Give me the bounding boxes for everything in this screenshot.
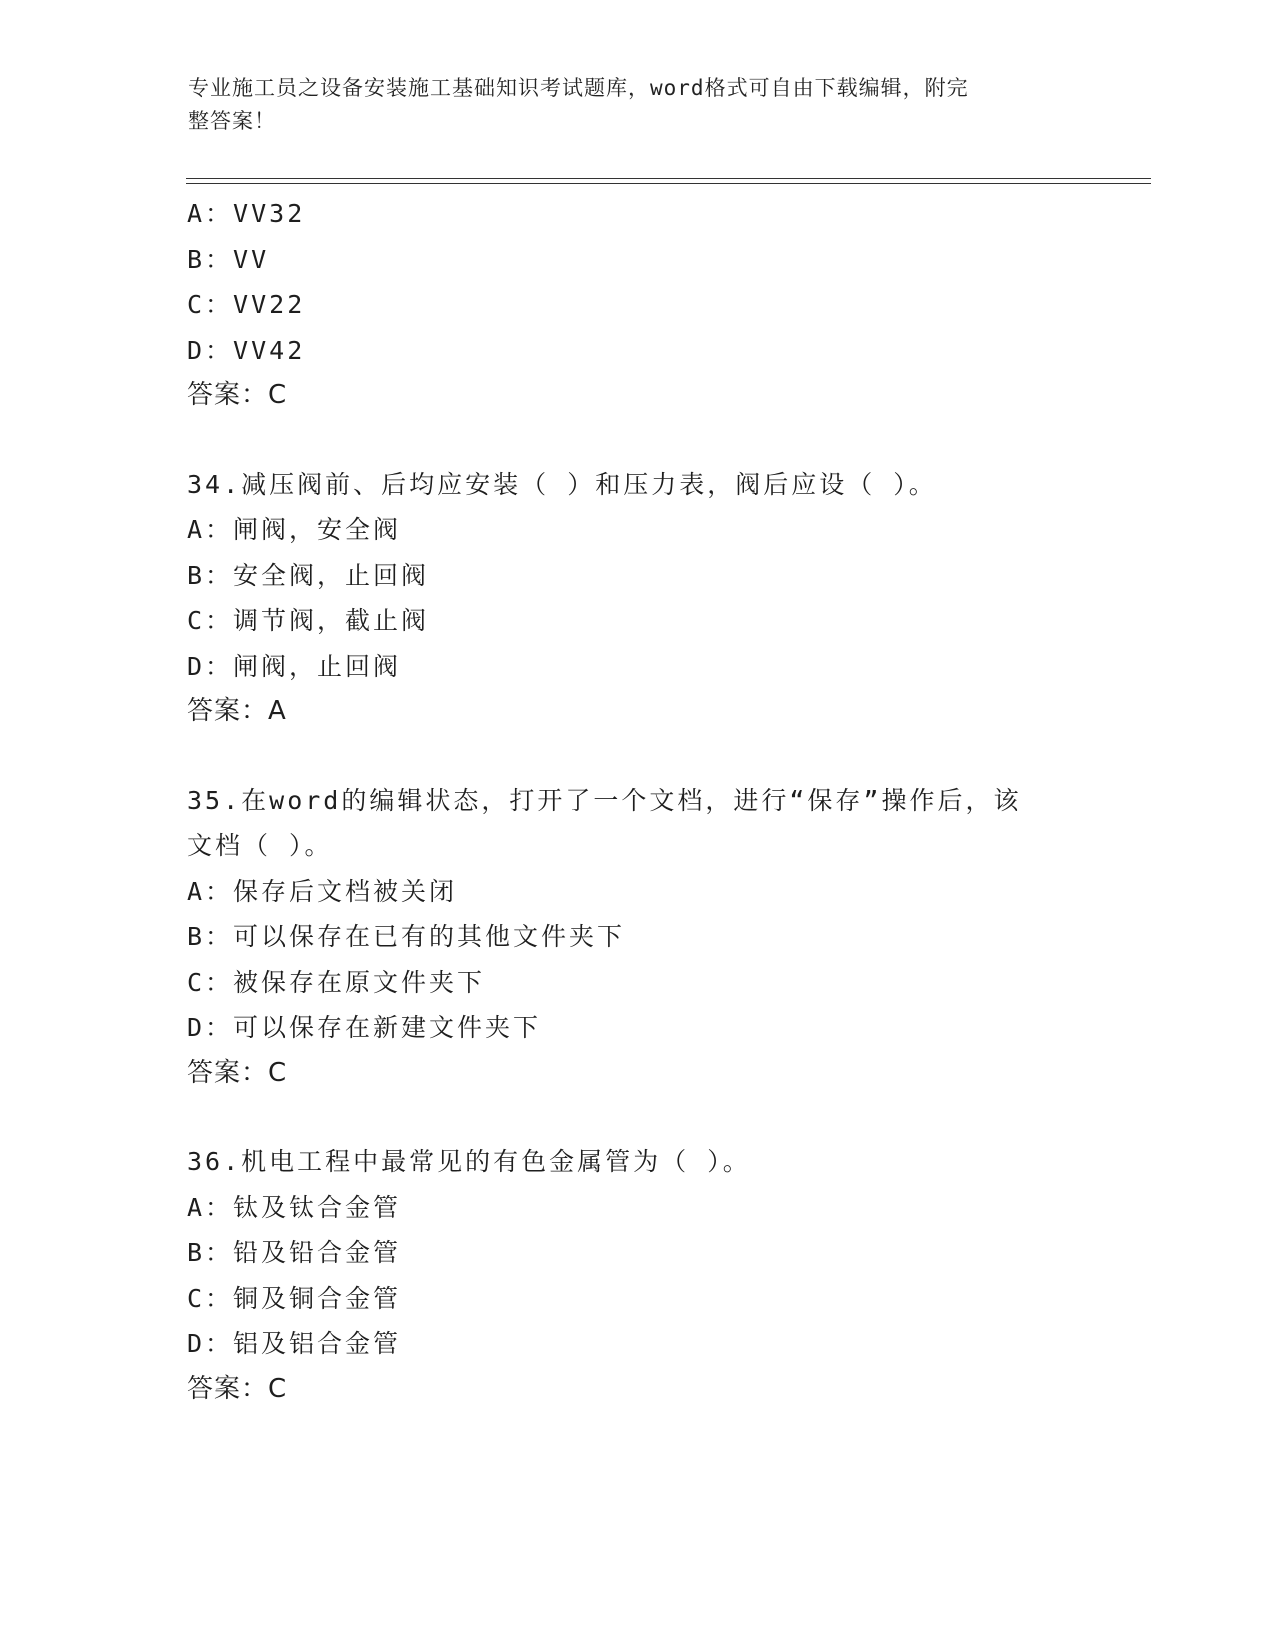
- option-c: C：调节阀，截止阀: [187, 606, 430, 635]
- question-stem: 36.机电工程中最常见的有色金属管为（ ）。: [187, 1147, 751, 1176]
- option-d: D：VV42: [187, 335, 306, 365]
- option-a: A：VV32: [187, 199, 306, 228]
- question-stem-line-2: 文档（ ）。: [187, 831, 333, 860]
- spacer: [187, 1096, 1087, 1139]
- answer-line: 答案：A: [187, 696, 287, 726]
- option-d: D：铝及铝合金管: [187, 1329, 402, 1358]
- spacer: [187, 419, 1087, 462]
- option-b: B：可以保存在已有的其他文件夹下: [187, 922, 626, 951]
- question-list: [187, 191, 1087, 1412]
- option-c: C：VV22: [187, 290, 306, 319]
- option-a: A：钛及钛合金管: [187, 1192, 402, 1222]
- question-stem-line-1: 35.在word的编辑状态，打开了一个文档，进行“保存”操作后，该: [187, 785, 1022, 815]
- option-a: A：闸阀，安全阀: [187, 515, 402, 544]
- option-a: A：保存后文档被关闭: [187, 876, 458, 906]
- header-rule-top: [186, 178, 1151, 179]
- header-rule-bottom: [186, 183, 1151, 184]
- option-b: B：VV: [187, 244, 270, 274]
- question-36: [187, 1139, 1087, 1412]
- option-b: B：安全阀，止回阀: [187, 560, 430, 590]
- answer-line: 答案：C: [187, 1057, 288, 1088]
- option-b: B：铅及铅合金管: [187, 1238, 402, 1267]
- question-33: [187, 191, 1087, 419]
- option-d: D：可以保存在新建文件夹下: [187, 1013, 542, 1042]
- question-34: [187, 462, 1087, 735]
- option-c: C：铜及铜合金管: [187, 1283, 402, 1313]
- option-d: D：闸阀，止回阀: [187, 651, 402, 681]
- page-header: [188, 72, 1068, 138]
- header-line-1: 专业施工员之设备安装施工基础知识考试题库，word格式可自由下载编辑，附完: [188, 76, 969, 100]
- spacer: [187, 735, 1087, 778]
- header-line-2: 整答案！: [188, 109, 276, 133]
- question-35: [187, 778, 1087, 1097]
- answer-line: 答案：C: [187, 1373, 288, 1404]
- option-c: C：被保存在原文件夹下: [187, 967, 486, 997]
- answer-line: 答案：C: [187, 380, 288, 410]
- question-stem: 34.减压阀前、后均应安装（ ）和压力表，阀后应设（ ）。: [187, 469, 937, 499]
